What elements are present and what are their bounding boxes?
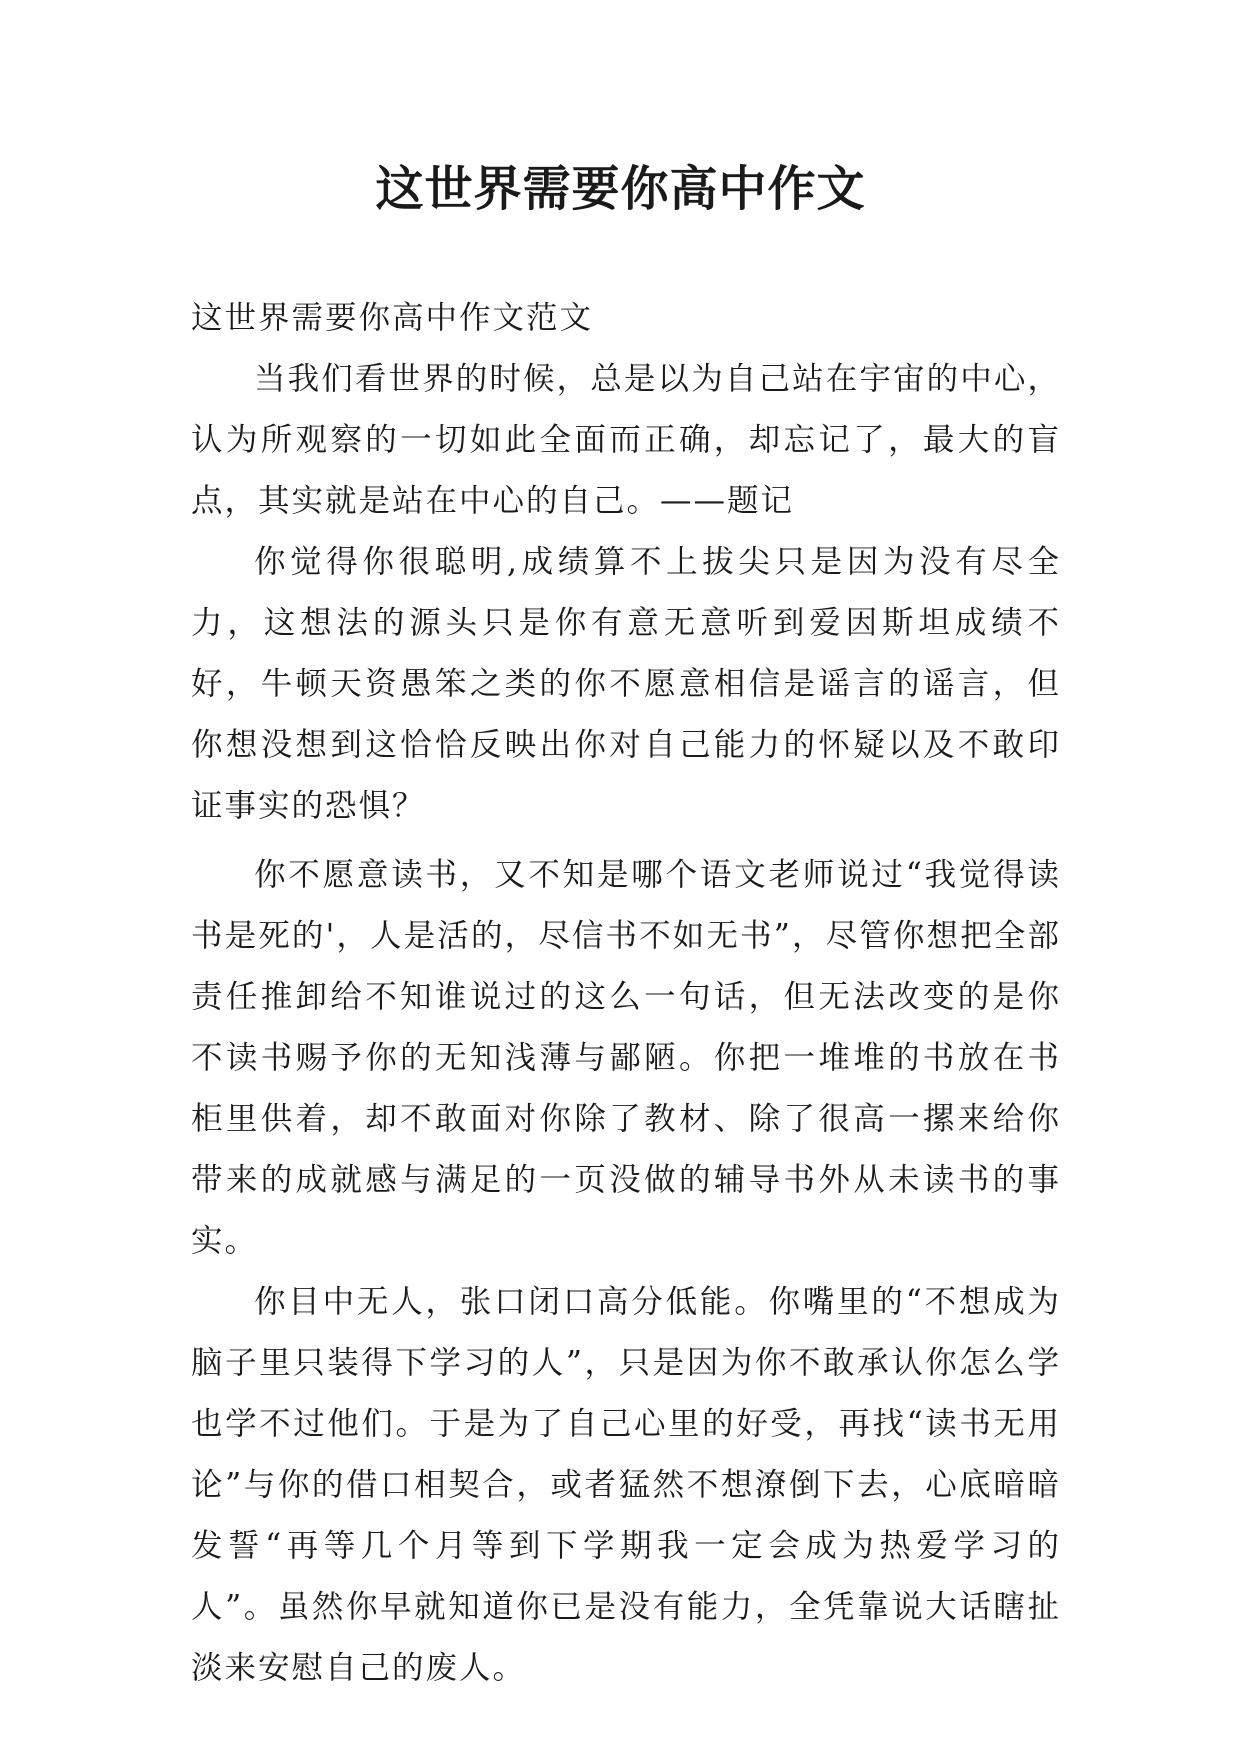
document-subtitle: 这世界需要你高中作文范文 xyxy=(191,300,594,336)
paragraph: 你不愿意读书，又不知是哪个语文老师说过“我觉得读书是死的'，人是活的，尽信书不如无书”，尽管你想把全部责任推卸给不知谁说过的这么一句话，但无法改变的是你不读书赐予你的无知浅薄与鄙陋。你把一堆堆的书放在书柜里供着，却不敢面对你除了教材、除了很高一摞来给你带来的成就感与满足的一页没做的辅导书外从未读书的事实。 xyxy=(191,857,1061,1259)
paragraph: 你觉得你很聪明,成绩算不上拔尖只是因为没有尽全力，这想法的源头只是你有意无意听到爱因斯坦成绩不好，牛顿天资愚笨之类的你不愿意相信是谣言的谣言，但你想没想到这恰恰反映出你对自己能力的怀疑以及不敢印证事实的恐惧？ xyxy=(191,544,1061,824)
paragraph-epigraph: 当我们看世界的时候，总是以为自己站在宇宙的中心，认为所观察的一切如此全面而正确，却忘记了，最大的盲点，其实就是站在中心的自己。——题记 xyxy=(191,361,1061,519)
paragraph: 你目中无人，张口闭口高分低能。你嘴里的“不想成为脑子里只装得下学习的人”，只是因为你不敢承认你怎么学也学不过他们。于是为了自己心里的好受，再找“读书无用论”与你的借口相契合，或者猛然不想潦倒下去，心底暗暗发誓“再等几个月等到下学期我一定会成为热爱学习的人”。虽然你早就知道你已是没有能力，全凭靠说大话瞎扯淡来安慰自己的废人。 xyxy=(191,1284,1061,1686)
document-title: 这世界需要你高中作文 xyxy=(375,161,866,217)
document-body xyxy=(191,288,1061,1699)
